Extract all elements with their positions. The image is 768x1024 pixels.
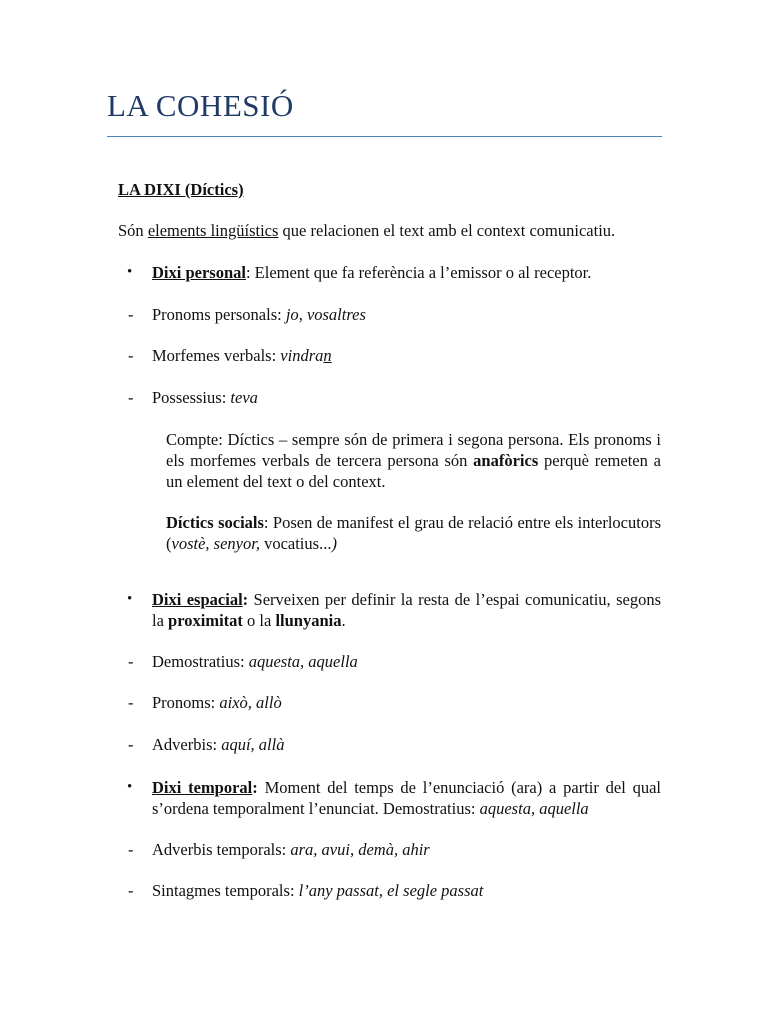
title-rule (107, 136, 662, 137)
espacial-label: Dixi espacial (152, 590, 243, 609)
item-example: l’any passat, el segle passat (298, 881, 484, 900)
espacial-bullet (152, 589, 661, 631)
temporal-colon: : (252, 778, 258, 797)
item-example: aquesta, aquella (248, 652, 358, 671)
espacial-bold: llunyania (275, 611, 342, 630)
dash-icon: - (128, 693, 134, 712)
espacial-text: . (341, 611, 346, 630)
note-bold: anafòrics (473, 451, 539, 470)
item-label: Pronoms personals: (152, 305, 286, 324)
intro-prefix: Són (118, 221, 148, 240)
dash-icon: - (128, 346, 134, 365)
temporal-text: Moment del temps de l’enunciació (ara) a partir del qual s’ordena temporalment l’enunciat. Demostratius: (152, 778, 662, 818)
dash-icon: - (128, 840, 134, 859)
item-label: Pronoms: (152, 693, 220, 712)
espacial-text: o la (242, 611, 276, 630)
item-example: això, allò (219, 693, 282, 712)
note-examples: vostè, senyor, (171, 534, 260, 553)
dash-icon: - (128, 735, 134, 754)
note-dictics-socials (166, 512, 661, 554)
dash-icon: - (128, 305, 134, 324)
note-bold: Díctics socials (166, 513, 264, 532)
item-label: Adverbis: (152, 735, 222, 754)
espacial-text: Serveixen per definir la resta de l’espai comunicatiu, segons la (152, 590, 662, 630)
dash-icon: - (128, 388, 134, 407)
note-close: ) (331, 534, 337, 553)
temporal-example: aquesta, aquella (479, 799, 589, 818)
intro-suffix: que relacionen el text amb el context comunicatiu. (278, 221, 616, 240)
item-example: vosaltres (306, 305, 366, 324)
intro-paragraph (118, 220, 615, 241)
item-label: Sintagmes temporals: (152, 881, 299, 900)
item-example-underlined: n (323, 346, 332, 365)
list-item-possessius (152, 387, 258, 408)
bullet-icon: • (127, 264, 133, 280)
personal-label: Dixi personal (152, 263, 246, 282)
note-text: vocatius... (259, 534, 332, 553)
note-compte (166, 429, 661, 492)
section-heading: LA DIXI (Díctics) (118, 180, 244, 199)
item-label: Adverbis temporals: (152, 840, 291, 859)
list-item-morfemes-verbals (152, 345, 332, 366)
item-example: jo (285, 305, 299, 324)
list-item-pronoms-personals (152, 304, 366, 325)
list-item-sintagmes-temporals (152, 880, 483, 901)
temporal-label: Dixi temporal (152, 778, 253, 797)
dash-icon: - (128, 652, 134, 671)
list-item-adverbis-temporals (152, 839, 430, 860)
note-text: Compte: Díctics – sempre són de primera i segona persona. Els pronoms i els morfemes verbals de tercera persona són (166, 430, 661, 470)
page-title: LA COHESIÓ (107, 88, 294, 123)
item-separator: , (298, 305, 307, 324)
bullet-icon: • (127, 591, 133, 607)
temporal-bullet (152, 777, 661, 819)
bullet-icon: • (127, 779, 133, 795)
espacial-bold: proximitat (168, 611, 243, 630)
item-example: vindra (280, 346, 324, 365)
personal-bullet (152, 262, 661, 283)
item-example: teva (230, 388, 258, 407)
list-item-demostratius (152, 651, 358, 672)
personal-text: : Element que fa referència a l’emissor o al receptor. (245, 263, 592, 282)
espacial-colon: : (242, 590, 249, 609)
note-text: : Posen de manifest el grau de relació entre els interlocutors ( (166, 513, 662, 553)
list-item-pronoms (152, 692, 282, 713)
list-item-adverbis (152, 734, 284, 755)
dash-icon: - (128, 881, 134, 900)
item-example: ara, avui, demà, ahir (290, 840, 430, 859)
item-label: Demostratius: (152, 652, 249, 671)
item-label: Morfemes verbals: (152, 346, 281, 365)
item-example: aquí, allà (221, 735, 285, 754)
item-label: Possessius: (152, 388, 231, 407)
intro-underlined: elements lingüístics (147, 221, 279, 240)
note-text: perquè remeten a un element del text o del context. (166, 451, 661, 491)
